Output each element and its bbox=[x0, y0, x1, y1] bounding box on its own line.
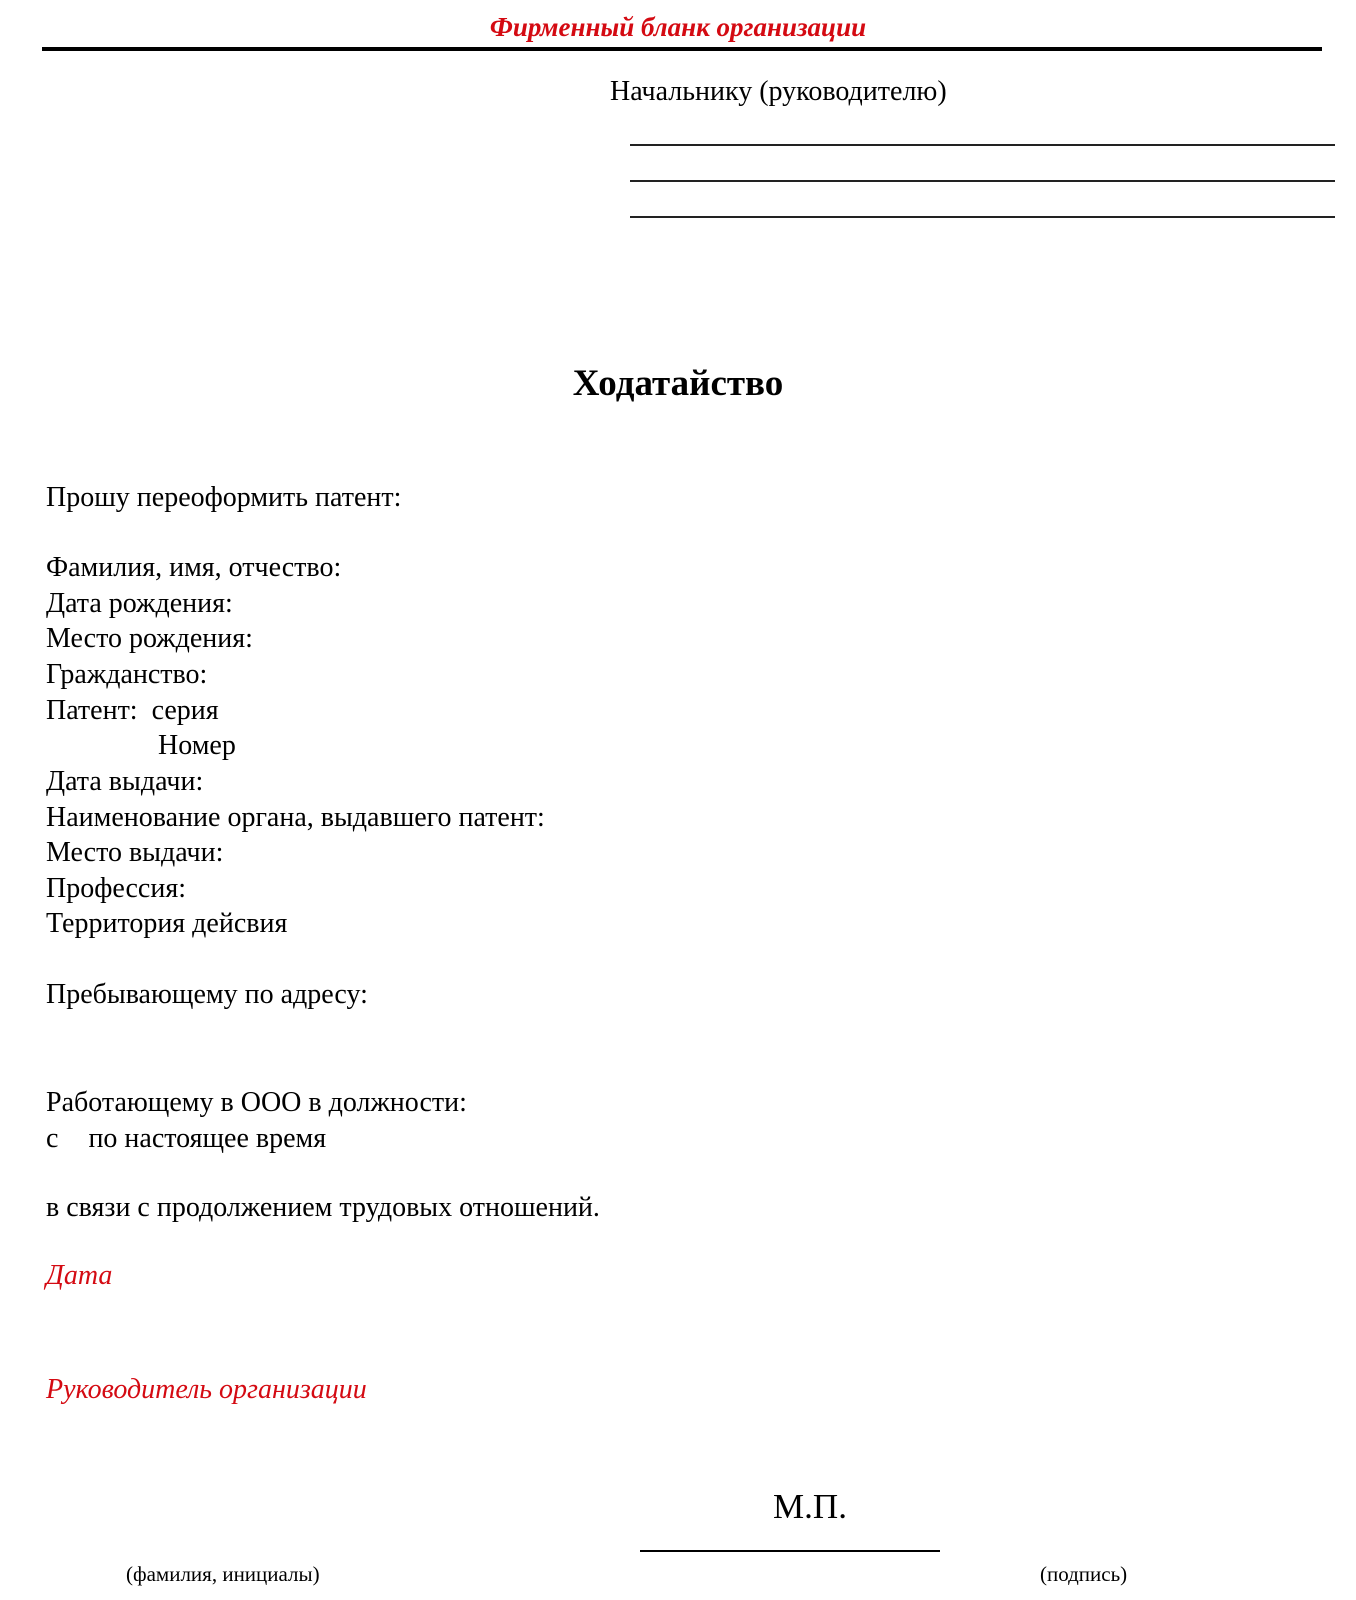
field-territory: Территория дейсвия bbox=[46, 908, 288, 939]
name-caption: (фамилия, инициалы) bbox=[126, 1562, 320, 1586]
field-issue-place: Место выдачи: bbox=[46, 837, 224, 868]
document-title: Ходатайство bbox=[572, 363, 784, 404]
employment-period bbox=[46, 1121, 326, 1157]
signatory-label: Руководитель организации bbox=[46, 1374, 367, 1405]
residence-address: Пребывающему по адресу: bbox=[46, 979, 368, 1010]
stamp-placeholder: М.П. bbox=[773, 1487, 847, 1526]
field-citizenship: Гражданство: bbox=[46, 659, 208, 690]
field-profession: Профессия: bbox=[46, 873, 186, 904]
addressee-line bbox=[630, 180, 1335, 182]
field-full-name: Фамилия, имя, отчество: bbox=[46, 552, 342, 583]
patent-label: Патент: bbox=[46, 695, 138, 726]
employment-until-label: по настоящее время bbox=[88, 1123, 327, 1154]
field-issue-date: Дата выдачи: bbox=[46, 766, 204, 797]
signature-caption: (подпись) bbox=[1040, 1562, 1128, 1586]
field-birth-date: Дата рождения: bbox=[46, 588, 233, 619]
letterhead-rule bbox=[42, 47, 1322, 51]
field-patent bbox=[46, 693, 219, 729]
field-issuing-authority: Наименование органа, выдавшего патент: bbox=[46, 802, 545, 833]
date-label: Дата bbox=[46, 1260, 113, 1291]
addressee-line bbox=[630, 216, 1335, 218]
addressee-label: Начальнику (руководителю) bbox=[610, 76, 947, 107]
request-intro: Прошу переоформить патент: bbox=[46, 482, 402, 513]
field-birth-place: Место рождения: bbox=[46, 623, 253, 654]
employment-position: Работающему в ООО в должности: bbox=[46, 1087, 467, 1118]
signature-line bbox=[640, 1550, 940, 1552]
patent-number-label: Номер bbox=[158, 730, 236, 761]
patent-series-label: серия bbox=[151, 695, 219, 726]
addressee-line bbox=[630, 144, 1335, 146]
reason-text: в связи с продолжением трудовых отношений. bbox=[46, 1192, 600, 1223]
letterhead: Фирменный бланк организации bbox=[489, 12, 867, 42]
employment-from-label: с bbox=[46, 1123, 59, 1154]
